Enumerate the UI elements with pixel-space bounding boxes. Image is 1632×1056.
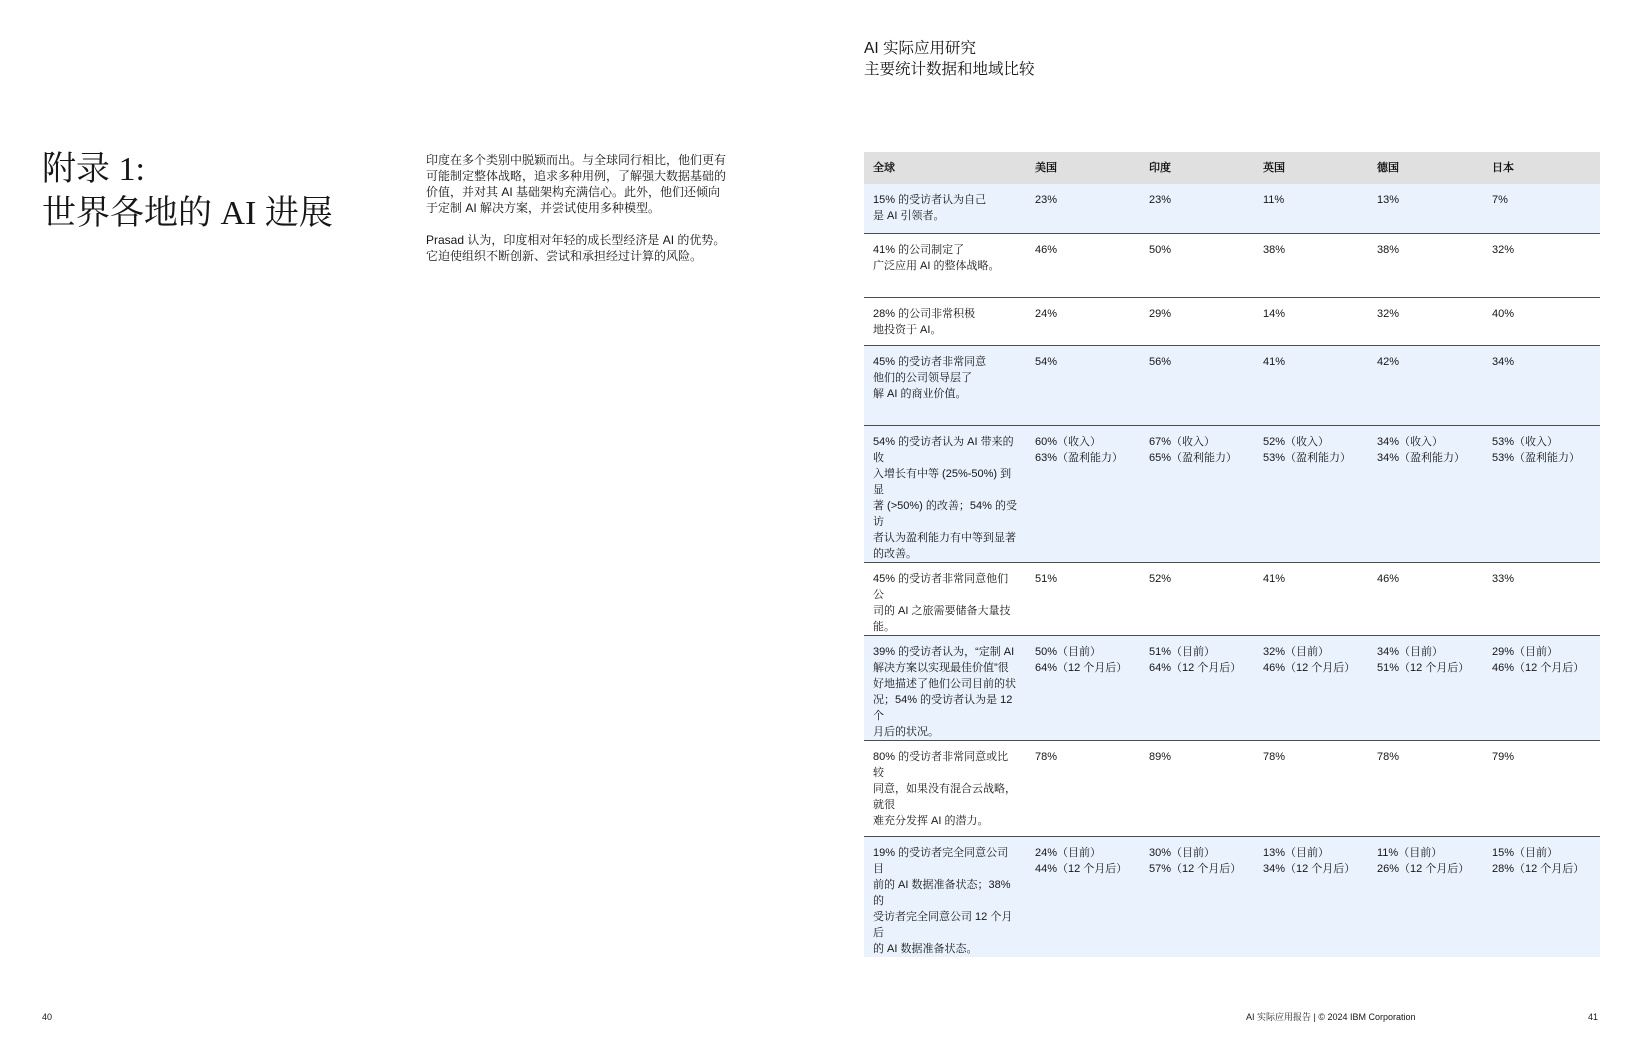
cell-uk: 78%: [1254, 740, 1368, 836]
cell-japan: 40%: [1483, 297, 1600, 345]
cell-japan: 29%（目前） 46%（12 个月后）: [1483, 635, 1600, 740]
cell-us: 78%: [1026, 740, 1140, 836]
cell-statement: 28% 的公司非常积极 地投资于 AI。: [864, 297, 1026, 345]
cell-india: 23%: [1140, 184, 1254, 233]
cell-uk: 14%: [1254, 297, 1368, 345]
cell-us: 60%（收入） 63%（盈利能力）: [1026, 425, 1140, 562]
cell-india: 56%: [1140, 345, 1254, 425]
header-line-1: AI 实际应用研究: [864, 40, 976, 57]
cell-statement: 41% 的公司制定了 广泛应用 AI 的整体战略。: [864, 233, 1026, 297]
cell-germany: 38%: [1368, 233, 1483, 297]
cell-germany: 42%: [1368, 345, 1483, 425]
cell-germany: 46%: [1368, 562, 1483, 635]
cell-statement: 39% 的受访者认为，“定制 AI 解决方案以实现最佳价值”很 好地描述了他们公司目前的状 况；54% 的受访者认为是 12 个 月后的状况。: [864, 635, 1026, 740]
header-india: 印度: [1140, 152, 1254, 184]
table-row: [864, 184, 1600, 233]
appendix-title: [42, 148, 333, 236]
cell-statement: 54% 的受访者认为 AI 带来的收 入增长有中等 (25%-50%) 到显 著 (>50%) 的改善；54% 的受访 者认为盈利能力有中等到显著 的改善。: [864, 425, 1026, 562]
cell-india: 51%（目前） 64%（12 个月后）: [1140, 635, 1254, 740]
header-line-2: 主要统计数据和地域比较: [864, 61, 1035, 78]
cell-japan: 33%: [1483, 562, 1600, 635]
cell-india: 67%（收入） 65%（盈利能力）: [1140, 425, 1254, 562]
table-row: [864, 635, 1600, 740]
header-global: 全球: [864, 152, 1026, 184]
intro-paragraph-2: Prasad 认为，印度相对年轻的成长型经济是 AI 的优势。它迫使组织不断创新、尝试和承担经过计算的风险。: [426, 233, 726, 263]
cell-india: 29%: [1140, 297, 1254, 345]
cell-uk: 38%: [1254, 233, 1368, 297]
cell-india: 50%: [1140, 233, 1254, 297]
table-row: [864, 345, 1600, 425]
cell-statement: 15% 的受访者认为自己 是 AI 引领者。: [864, 184, 1026, 233]
cell-japan: 53%（收入） 53%（盈利能力）: [1483, 425, 1600, 562]
table-row: [864, 836, 1600, 957]
cell-us: 51%: [1026, 562, 1140, 635]
cell-india: 30%（目前） 57%（12 个月后）: [1140, 836, 1254, 957]
cell-japan: 32%: [1483, 233, 1600, 297]
cell-statement: 45% 的受访者非常同意 他们的公司领导层了 解 AI 的商业价值。: [864, 345, 1026, 425]
cell-japan: 34%: [1483, 345, 1600, 425]
cell-uk: 32%（目前） 46%（12 个月后）: [1254, 635, 1368, 740]
cell-uk: 13%（目前） 34%（12 个月后）: [1254, 836, 1368, 957]
appendix-title-line2: 世界各地的 AI 进展: [42, 195, 333, 232]
header-us: 美国: [1026, 152, 1140, 184]
cell-statement: 45% 的受访者非常同意他们公 司的 AI 之旅需要储备大量技能。: [864, 562, 1026, 635]
cell-germany: 34%（目前） 51%（12 个月后）: [1368, 635, 1483, 740]
left-page-number: 40: [42, 1012, 53, 1022]
cell-uk: 11%: [1254, 184, 1368, 233]
cell-us: 24%: [1026, 297, 1140, 345]
cell-japan: 79%: [1483, 740, 1600, 836]
cell-uk: 52%（收入） 53%（盈利能力）: [1254, 425, 1368, 562]
cell-germany: 34%（收入） 34%（盈利能力）: [1368, 425, 1483, 562]
intro-paragraph-1: 印度在多个类别中脱颖而出。与全球同行相比，他们更有可能制定整体战略，追求多种用例，了解强大数据基础的价值，并对其 AI 基础架构充满信心。此外，他们还倾向于定制 AI 解决方案，并尝试使用多种模型。: [426, 153, 727, 215]
cell-india: 89%: [1140, 740, 1254, 836]
table-row: [864, 297, 1600, 345]
cell-us: 50%（目前） 64%（12 个月后）: [1026, 635, 1140, 740]
cell-us: 24%（目前） 44%（12 个月后）: [1026, 836, 1140, 957]
cell-us: 23%: [1026, 184, 1140, 233]
table-row: [864, 562, 1600, 635]
cell-uk: 41%: [1254, 345, 1368, 425]
table-row: [864, 740, 1600, 836]
stats-table: [864, 152, 1600, 957]
intro-text: [426, 152, 726, 280]
right-page-number: 41: [1588, 1012, 1599, 1022]
cell-statement: 80% 的受访者非常同意或比较 同意，如果没有混合云战略，就很 难充分发挥 AI 的潜力。: [864, 740, 1026, 836]
right-page-header: [864, 38, 1035, 80]
cell-germany: 32%: [1368, 297, 1483, 345]
cell-us: 54%: [1026, 345, 1140, 425]
table-header-row: [864, 152, 1600, 184]
table-row: [864, 425, 1600, 562]
header-japan: 日本: [1483, 152, 1600, 184]
header-uk: 英国: [1254, 152, 1368, 184]
table-row: [864, 233, 1600, 297]
cell-germany: 13%: [1368, 184, 1483, 233]
cell-uk: 41%: [1254, 562, 1368, 635]
cell-japan: 15%（目前） 28%（12 个月后）: [1483, 836, 1600, 957]
cell-india: 52%: [1140, 562, 1254, 635]
right-page-footer: AI 实际应用报告 | © 2024 IBM Corporation: [1246, 1012, 1416, 1022]
cell-us: 46%: [1026, 233, 1140, 297]
appendix-title-line1: 附录 1:: [42, 151, 145, 188]
cell-statement: 19% 的受访者完全同意公司目 前的 AI 数据准备状态；38% 的 受访者完全同意公司 12 个月后 的 AI 数据准备状态。: [864, 836, 1026, 957]
cell-germany: 11%（目前） 26%（12 个月后）: [1368, 836, 1483, 957]
cell-japan: 7%: [1483, 184, 1600, 233]
cell-germany: 78%: [1368, 740, 1483, 836]
header-germany: 德国: [1368, 152, 1483, 184]
